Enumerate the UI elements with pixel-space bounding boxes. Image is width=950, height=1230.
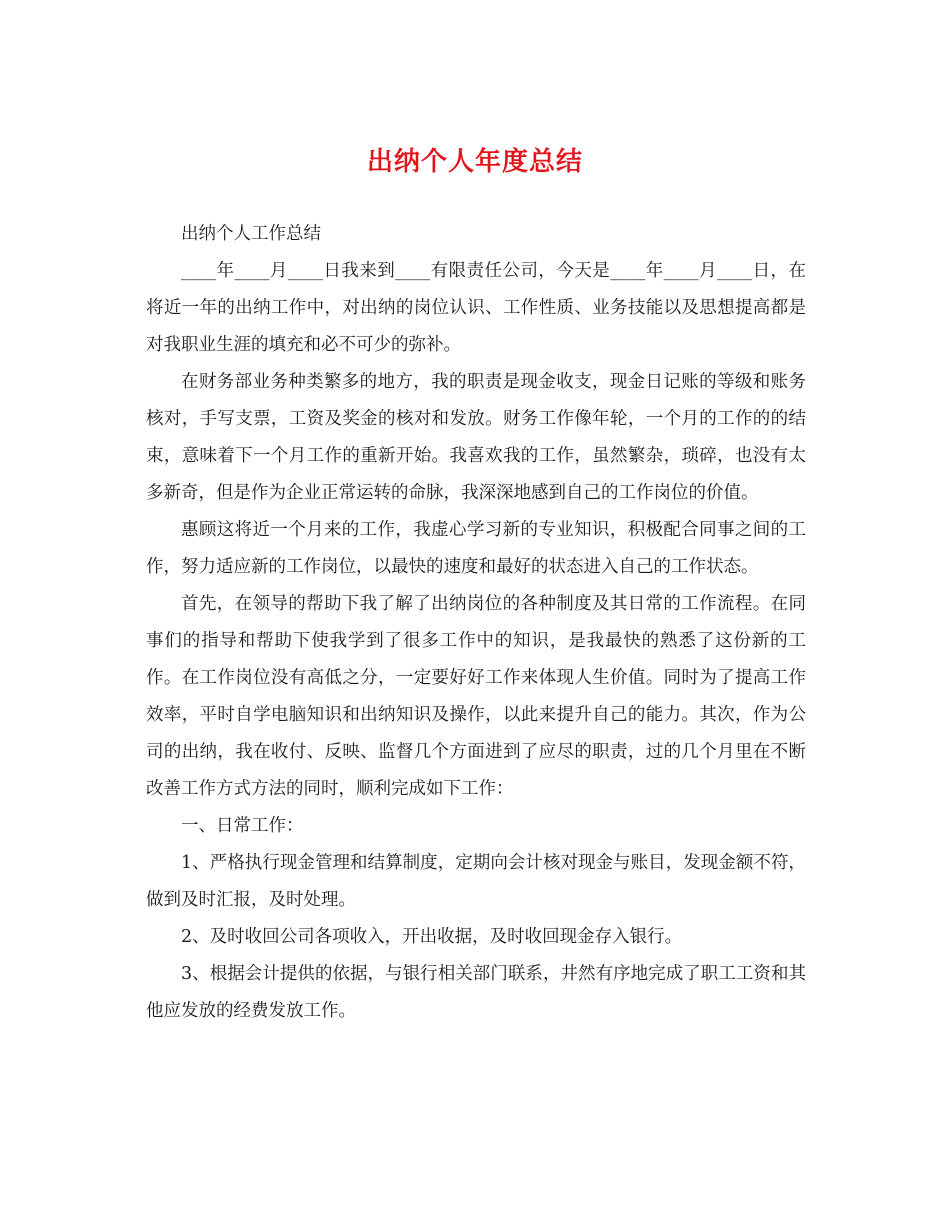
- paragraph: ____年____月____日我来到____有限责任公司，今天是____年____月____日，在将近一年的出纳工作中，对出纳的岗位认识、工作性质、业务技能以及思想提高都是对我职业生涯的填充和必不可少的弥补。: [146, 261, 806, 355]
- paragraph: 一、日常工作：: [181, 816, 304, 836]
- paragraph: 惠顾这将近一个月来的工作，我虚心学习新的专业知识，积极配合同事之间的工作，努力适应新的工作岗位，以最快的速度和最好的状态进入自己的工作状态。: [146, 520, 806, 577]
- paragraph: 首先，在领导的帮助下我了解了出纳岗位的各种制度及其日常的工作流程。在同事们的指导和帮助下使我学到了很多工作中的知识，是我最快的熟悉了这份新的工作。在工作岗位没有高低之分，一定要好好工作来体现人生价值。同时为了提高工作效率，平时自学电脑知识和出纳知识及操作，以此来提升自己的能力。其次，作为公司的出纳，我在收付、反映、监督几个方面进到了应尽的职责，过的几个月里在不断改善工作方式方法的同时，顺利完成如下工作：: [146, 594, 806, 799]
- paragraph: 出纳个人工作总结: [181, 224, 321, 244]
- paragraph: 在财务部业务种类繁多的地方，我的职责是现金收支，现金日记账的等级和账务核对，手写支票，工资及奖金的核对和发放。财务工作像年轮，一个月的工作的的结束，意味着下一个月工作的重新开始。我喜欢我的工作，虽然繁杂，琐碎，也没有太多新奇，但是作为企业正常运转的命脉，我深深地感到自己的工作岗位的价值。: [146, 372, 806, 503]
- document-title: 出纳个人年度总结: [366, 147, 583, 177]
- paragraph: 1、严格执行现金管理和结算制度，定期向会计核对现金与账目，发现金额不符，做到及时汇报，及时处理。: [146, 853, 806, 910]
- paragraph: 3、根据会计提供的依据，与银行相关部门联系，井然有序地完成了职工工资和其他应发放的经费发放工作。: [146, 964, 806, 1021]
- document-body: [146, 216, 806, 1030]
- paragraph: 2、及时收回公司各项收入，开出收据，及时收回现金存入银行。: [181, 927, 683, 947]
